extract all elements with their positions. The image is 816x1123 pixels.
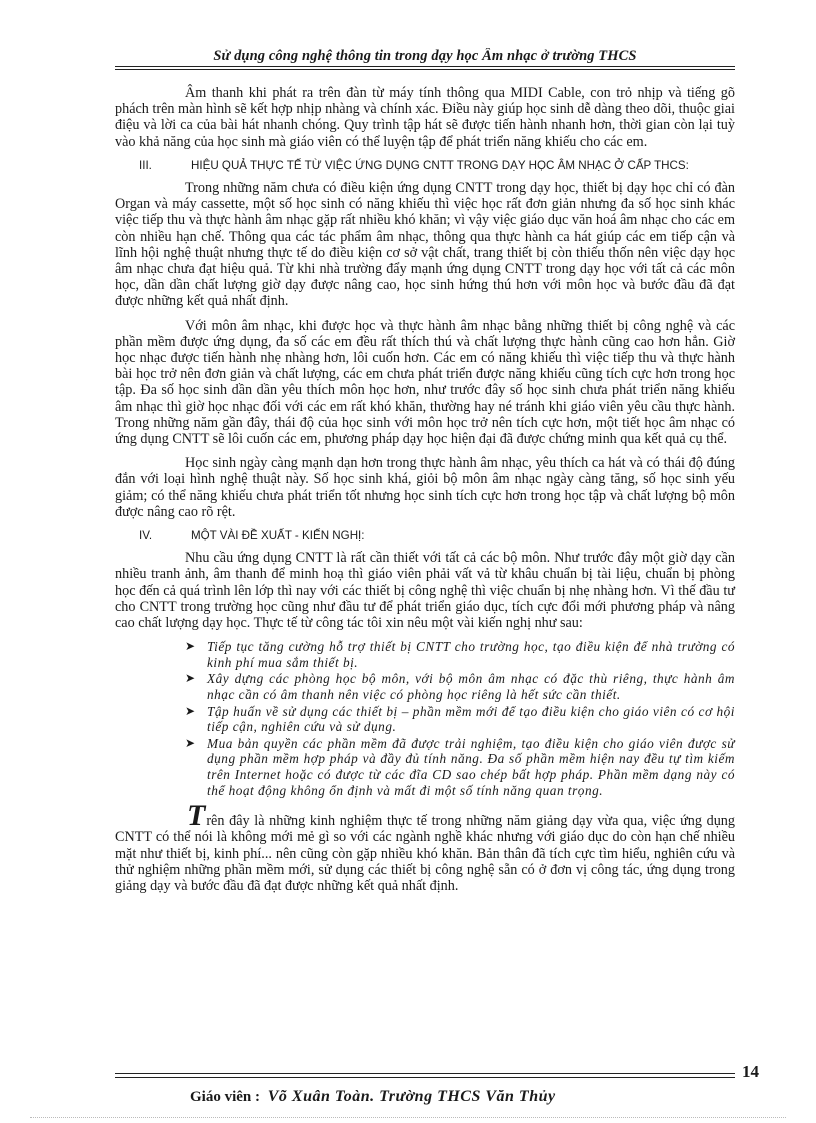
paragraph-proposal: Nhu cầu ứng dụng CNTT là rất cần thiết với tất cả các bộ môn. Như trước đây một giờ dạy cần nhiều tranh ảnh, âm thanh để minh hoạ thì giáo viên phải vất vả từ khâu chuẩn bị tài liệu, chuẩn bị phòng học đến cả quá trình lên lớp thì nay với các thiết bị công nghệ thì việc chuẩn bị nhẹ nhàng hơn. Vì thế đầu tư cho CNTT trong trường học cũng như đầu tư để phát triển giáo dục, tích cực đổi mới phương pháp và nâng cao chất lượng dạy học. Thực tế từ công tác tôi xin nêu một vài kiến nghị như sau: (115, 550, 735, 632)
footer-author: Võ Xuân Toàn. Trường THCS Văn Thủy (267, 1088, 556, 1105)
arrow-bullet-icon: ➤ (185, 703, 196, 718)
list-item-text: Mua bản quyền các phần mềm đã được trải nghiệm, tạo điều kiện cho giáo viên được sử dụng phần mềm hợp pháp và đầy đủ tính năng. Đa số phần mềm hiện nay đều tự tìm kiếm trên Internet hoặc có được từ các đĩa CD sao chép bất hợp pháp. Phần mềm dạng này có thể hoạt động không ổn định và mất đi một số tính năng quan trọng. (207, 735, 735, 798)
header-rule-bottom (115, 69, 735, 70)
section-number: IV. (139, 529, 153, 543)
footer-rule-top (115, 1073, 735, 1074)
paragraph-effect-2: Với môn âm nhạc, khi được học và thực hành âm nhạc bằng những thiết bị công nghệ và các phần mềm được ứng dụng, đa số các em đều rất thích thú và chất lượng thực hành cũng cao hơn hẳn. Giờ học nhạc được tiến hành nhẹ nhàng hơn, lôi cuốn hơn. Các em có năng khiếu thì việc tiếp thu và thực hành bài học trở nên đơn giản và chất lượng, các em chưa phát triển được năng khiếu cũng tích cực hơn trong học tập. Đa số học sinh dần dần yêu thích môn học hơn, như trước đây số học sinh chưa phát triển năng khiếu âm nhạc thì giờ học nhạc đối với các em rất khó khăn, thường hay né tránh khi giáo viên yêu cầu thực hành. Trong những năm gần đây, thái độ của học sinh với môn học trở nên tích cực hơn, một tiết học âm nhạc có ứng dụng CNTT sẽ lôi cuốn các em, phương pháp dạy học hiện đại đã được chứng minh qua kết quả cụ thể. (115, 317, 735, 448)
arrow-bullet-icon: ➤ (185, 735, 196, 750)
list-item (185, 671, 735, 702)
list-item (185, 639, 735, 670)
paragraph-effect-3: Học sinh ngày càng mạnh dạn hơn trong thực hành âm nhạc, yêu thích ca hát và có thái độ đúng đắn với loại hình nghệ thuật này. Số học sinh khá, giỏi bộ môn âm nhạc ngày càng tăng, số học sinh yếu giảm; có thể năng khiếu chưa phát triển tốt nhưng học sinh tích cực hơn trong học tập và chất lượng bộ môn được nâng cao rõ rệt. (115, 455, 735, 520)
header-rule-top (115, 66, 735, 67)
page-bottom-dotted-border (30, 1117, 786, 1118)
proposal-list (115, 639, 735, 798)
paragraph-midi: Âm thanh khi phát ra trên đàn từ máy tính thông qua MIDI Cable, con trỏ nhịp và tiếng gõ phách trên màn hình sẽ kết hợp nhịp nhàng và chính xác. Điều này giúp học sinh dễ dàng theo dõi, thuộc giai điệu và lời ca của bài hát nhanh chóng. Quy trình tập hát sẽ được tiến hành nhanh hơn, thời gian còn lại tuỳ vào khả năng của học sinh mà giáo viên có thể luyện tập để phát triển năng khiếu cho các em. (115, 85, 735, 150)
footer-label: Giáo viên : (190, 1089, 260, 1105)
section-title: MỘT VÀI ĐỀ XUẤT - KIẾN NGHỊ: (191, 529, 365, 543)
page-number: 14 (742, 1062, 759, 1081)
list-item (185, 736, 735, 798)
list-item-text: Tập huấn về sử dụng các thiết bị – phần mềm mới để tạo điều kiện cho giáo viên có cơ hội tiếp cận, nghiên cứu và sử dụng. (207, 703, 735, 735)
body-text (115, 85, 735, 902)
running-header: Sử dụng công nghệ thông tin trong dạy học Âm nhạc ở trường THCS (213, 48, 637, 64)
arrow-bullet-icon: ➤ (185, 671, 196, 686)
paragraph-effect-1: Trong những năm chưa có điều kiện ứng dụng CNTT trong dạy học, thiết bị dạy học chỉ có đàn Organ và máy cassette, một số học sinh có năng khiếu thì việc học rất đơn giản nhưng đa số học sinh khác việc tiếp thu và thực hành âm nhạc gặp rất nhiều khó khăn; vì vậy việc giáo dục văn hoá âm nhạc cho các em còn nhiều hạn chế. Thông qua các tác phẩm âm nhạc, thông qua thực hành ca hát giúp các em tiếp cận và lĩnh hội nghệ thuật nhưng thực tế do điều kiện cơ sở vật chất, trang thiết bị còn thiếu thốn nên việc dạy học âm nhạc chưa đạt hiệu quả. Từ khi nhà trường đẩy mạnh ứng dụng CNTT trong dạy học với tất cả các môn học, dần dần chất lượng giờ dạy được nâng cao, học sinh hứng thú hơn với môn học và bước đầu đã đạt được những kết quả nhất định. (115, 180, 735, 310)
footer-rule-bottom (115, 1077, 735, 1078)
list-item (185, 704, 735, 735)
section-heading-iv (115, 528, 735, 544)
section-heading-iii (115, 158, 735, 174)
drop-cap: T (187, 799, 206, 833)
paragraph-closing (115, 799, 735, 895)
section-title: HIỆU QUẢ THỰC TẾ TỪ VIỆC ỨNG DỤNG CNTT TRONG DẠY HỌC ÂM NHẠC Ở CẤP THCS: (191, 158, 689, 172)
arrow-bullet-icon: ➤ (185, 639, 196, 654)
footer (190, 1088, 556, 1106)
closing-text: rên đây là những kinh nghiệm thực tế trong những năm giảng dạy vừa qua, việc ứng dụng CNTT có thể nói là không mới mẻ gì so với các ngành nghề khác nhưng với giáo dục do còn hạn chế nhiều mặt như thiết bị, kinh phí... nên cũng còn gặp nhiều khó khăn. Bản thân đã tích cực tìm hiểu, nghiên cứu và thử nghiệm những phần mềm mới, sử dụng các thiết bị công nghệ sẵn có ở đơn vị công tác, ứng dụng trong giảng dạy và bước đầu đã đạt được những kết quả nhất định. (115, 813, 735, 895)
list-item-text: Tiếp tục tăng cường hỗ trợ thiết bị CNTT cho trường học, tạo điều kiện để nhà trường có kinh phí mua sắm thiết bị. (207, 639, 735, 670)
section-number: III. (139, 158, 152, 172)
list-item-text: Xây dựng các phòng học bộ môn, với bộ môn âm nhạc có đặc thù riêng, thực hành âm nhạc cần có âm thanh nên việc có phòng học riêng là hết sức cần thiết. (207, 671, 735, 703)
